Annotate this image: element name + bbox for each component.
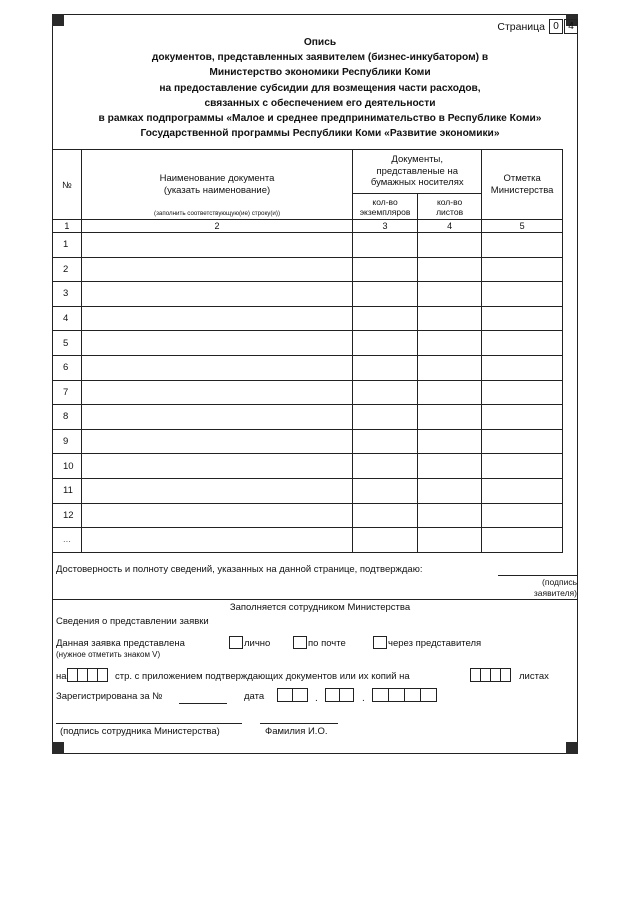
ministry-mark-cell[interactable] (482, 257, 563, 282)
submitted-hint: (нужное отметить знаком V) (56, 650, 161, 659)
row-number: 4 (53, 306, 82, 331)
ministry-mark-cell[interactable] (482, 233, 563, 258)
table-row (53, 306, 563, 331)
title-line: в рамках подпрограммы «Малое и среднее предпринимательство в Республике Коми» (98, 113, 542, 125)
table-row (53, 528, 563, 553)
pages-description: стр. с приложением подтверждающих документов или их копий на (115, 671, 410, 682)
document-name-cell[interactable] (81, 355, 352, 380)
staff-name-caption: Фамилия И.О. (265, 726, 328, 737)
date-day-input[interactable] (277, 688, 307, 702)
header-copies-line1: кол-во (372, 196, 398, 207)
document-name-cell[interactable] (81, 405, 352, 430)
header-paper-documents (353, 150, 482, 194)
staff-signature-line[interactable] (56, 723, 242, 724)
document-name-cell[interactable] (81, 331, 352, 356)
sheets-suffix: листах (519, 671, 549, 682)
sheets-cell[interactable] (417, 233, 481, 258)
column-number: 2 (81, 220, 352, 233)
ministry-mark-cell[interactable] (482, 503, 563, 528)
column-number: 5 (482, 220, 563, 233)
document-name-cell[interactable] (81, 528, 352, 553)
digit-cell[interactable] (388, 688, 405, 702)
digit-cell[interactable] (372, 688, 389, 702)
section-divider (52, 599, 578, 600)
header-sheets-line2: листов (436, 206, 464, 217)
documents-table (52, 149, 563, 553)
digit-cell[interactable] (97, 668, 108, 682)
corner-marker-bottom-left (52, 742, 64, 754)
table-row (53, 355, 563, 380)
copies-cell[interactable] (353, 257, 418, 282)
ministry-mark-cell[interactable] (482, 478, 563, 503)
table-row (53, 478, 563, 503)
ministry-mark-cell[interactable] (482, 405, 563, 430)
digit-cell[interactable] (325, 688, 340, 702)
sheets-cell[interactable] (417, 503, 481, 528)
document-name-cell[interactable] (81, 306, 352, 331)
header-sheets (417, 194, 481, 220)
sheets-cell[interactable] (417, 380, 481, 405)
row-number: 7 (53, 380, 82, 405)
digit-cell[interactable] (404, 688, 421, 702)
pages-count-input[interactable] (67, 668, 107, 682)
row-number: 9 (53, 429, 82, 454)
header-name-note: (заполнить соответствующую(ие) строку(и)) (154, 210, 281, 217)
sheets-cell[interactable] (417, 478, 481, 503)
page-label: Страница (497, 20, 545, 33)
copies-cell[interactable] (353, 478, 418, 503)
row-number: 11 (53, 478, 82, 503)
ministry-mark-cell[interactable] (482, 380, 563, 405)
registration-number-line[interactable] (179, 703, 227, 704)
option-representative-label: через представителя (388, 638, 482, 649)
document-name-cell[interactable] (81, 233, 352, 258)
copies-cell[interactable] (353, 528, 418, 553)
table-row (53, 429, 563, 454)
copies-cell[interactable] (353, 306, 418, 331)
registered-label: Зарегистрирована за № (56, 691, 163, 702)
document-name-cell[interactable] (81, 380, 352, 405)
header-number: № (53, 150, 82, 220)
copies-cell[interactable] (353, 282, 418, 307)
row-number-ellipsis: ... (53, 528, 82, 553)
header-name-line2: (указать наименование) (163, 184, 271, 196)
title-line: на предоставление субсидии для возмещения части расходов, (159, 82, 481, 94)
copies-cell[interactable] (353, 429, 418, 454)
header-copies (353, 194, 418, 220)
digit-cell[interactable] (420, 688, 437, 702)
header-mark-line1: Отметка (503, 172, 541, 184)
applicant-signature-caption (505, 577, 577, 599)
submission-info-title: Сведения о представлении заявки (56, 616, 209, 627)
header-ministry-mark (482, 150, 563, 220)
header-document-name (81, 150, 352, 220)
digit-cell[interactable] (277, 688, 293, 702)
staff-name-line[interactable] (260, 723, 338, 724)
copies-cell[interactable] (353, 331, 418, 356)
sign-caption-line1: (подпись (542, 577, 577, 587)
ministry-mark-cell[interactable] (482, 282, 563, 307)
page-digit-1[interactable]: 0 (549, 19, 563, 34)
table-row (53, 282, 563, 307)
staff-signature-caption: (подпись сотрудника Министерства) (60, 726, 220, 737)
option-mail-label: по почте (308, 638, 346, 649)
option-personal-label: лично (244, 638, 271, 649)
header-name-line1: Наименование документа (159, 172, 275, 184)
corner-marker-bottom-right (566, 742, 578, 754)
sheets-cell[interactable] (417, 405, 481, 430)
document-title (0, 35, 640, 141)
copies-cell[interactable] (353, 405, 418, 430)
submitted-label: Данная заявка представлена (56, 638, 185, 649)
checkbox-representative[interactable] (373, 636, 387, 649)
table-row (53, 233, 563, 258)
header-paper-line1: Документы, (391, 154, 444, 166)
table-row (53, 257, 563, 282)
header-mark-line2: Министерства (490, 184, 554, 196)
row-number: 6 (53, 355, 82, 380)
pages-prefix: на (56, 671, 67, 682)
title-line: Опись (303, 37, 337, 48)
row-number: 10 (53, 454, 82, 479)
digit-cell[interactable] (292, 688, 308, 702)
date-separator: . (362, 693, 365, 704)
table-row (53, 454, 563, 479)
column-number: 1 (53, 220, 82, 233)
page-digit-2[interactable]: 4 (564, 19, 578, 34)
title-line: документов, представленных заявителем (бизнес-инкубатором) в (151, 52, 489, 64)
row-number: 12 (53, 503, 82, 528)
sheets-cell[interactable] (417, 257, 481, 282)
copies-cell[interactable] (353, 380, 418, 405)
confirmation-text: Достоверность и полноту сведений, указанных на данной странице, подтверждаю: (56, 564, 423, 575)
table-row (53, 503, 563, 528)
row-number: 5 (53, 331, 82, 356)
title-line: Государственной программы Республики Коми «Развитие экономики» (140, 128, 500, 140)
corner-marker-top-left (52, 14, 64, 26)
page-number (497, 19, 578, 34)
document-name-cell[interactable] (81, 478, 352, 503)
sheets-cell[interactable] (417, 355, 481, 380)
sign-caption-line2: заявителя) (533, 588, 577, 598)
table-row (53, 380, 563, 405)
sheets-cell[interactable] (417, 454, 481, 479)
digit-cell[interactable] (339, 688, 354, 702)
header-paper-line3: бумажных носителях (370, 177, 464, 189)
column-number: 3 (353, 220, 418, 233)
row-number: 2 (53, 257, 82, 282)
digit-cell[interactable] (500, 668, 511, 682)
ministry-mark-cell[interactable] (482, 429, 563, 454)
checkbox-mail[interactable] (293, 636, 307, 649)
ministry-mark-cell[interactable] (482, 355, 563, 380)
ministry-section-heading: Заполняется сотрудником Министерства (229, 602, 411, 613)
copies-cell[interactable] (353, 233, 418, 258)
row-number: 3 (53, 282, 82, 307)
document-name-cell[interactable] (81, 282, 352, 307)
header-sheets-line1: кол-во (436, 196, 463, 207)
sheets-cell[interactable] (417, 528, 481, 553)
title-line: Министерство экономики Республики Коми (209, 67, 431, 79)
document-name-cell[interactable] (81, 257, 352, 282)
table-row (53, 331, 563, 356)
sheets-count-input[interactable] (470, 668, 510, 682)
copies-cell[interactable] (353, 503, 418, 528)
date-separator: . (315, 693, 318, 704)
document-name-cell[interactable] (81, 454, 352, 479)
header-paper-line2: представленые на (376, 165, 458, 177)
column-number-row (53, 220, 563, 233)
document-name-cell[interactable] (81, 429, 352, 454)
table-row (53, 405, 563, 430)
row-number: 8 (53, 405, 82, 430)
title-line: связанных с обеспечением его деятельности (204, 97, 436, 109)
date-year-input[interactable] (372, 688, 436, 702)
ministry-mark-cell[interactable] (482, 454, 563, 479)
ministry-mark-cell[interactable] (482, 306, 563, 331)
ministry-mark-cell[interactable] (482, 528, 563, 553)
row-number: 1 (53, 233, 82, 258)
copies-cell[interactable] (353, 454, 418, 479)
document-name-cell[interactable] (81, 503, 352, 528)
header-copies-line2: экземпляров (359, 206, 411, 217)
date-label: дата (244, 691, 265, 702)
sheets-cell[interactable] (417, 282, 481, 307)
sheets-cell[interactable] (417, 331, 481, 356)
ministry-mark-cell[interactable] (482, 331, 563, 356)
sheets-cell[interactable] (417, 306, 481, 331)
applicant-signature-line[interactable] (498, 575, 578, 576)
checkbox-personal[interactable] (229, 636, 243, 649)
column-number: 4 (417, 220, 481, 233)
sheets-cell[interactable] (417, 429, 481, 454)
date-month-input[interactable] (325, 688, 353, 702)
copies-cell[interactable] (353, 355, 418, 380)
